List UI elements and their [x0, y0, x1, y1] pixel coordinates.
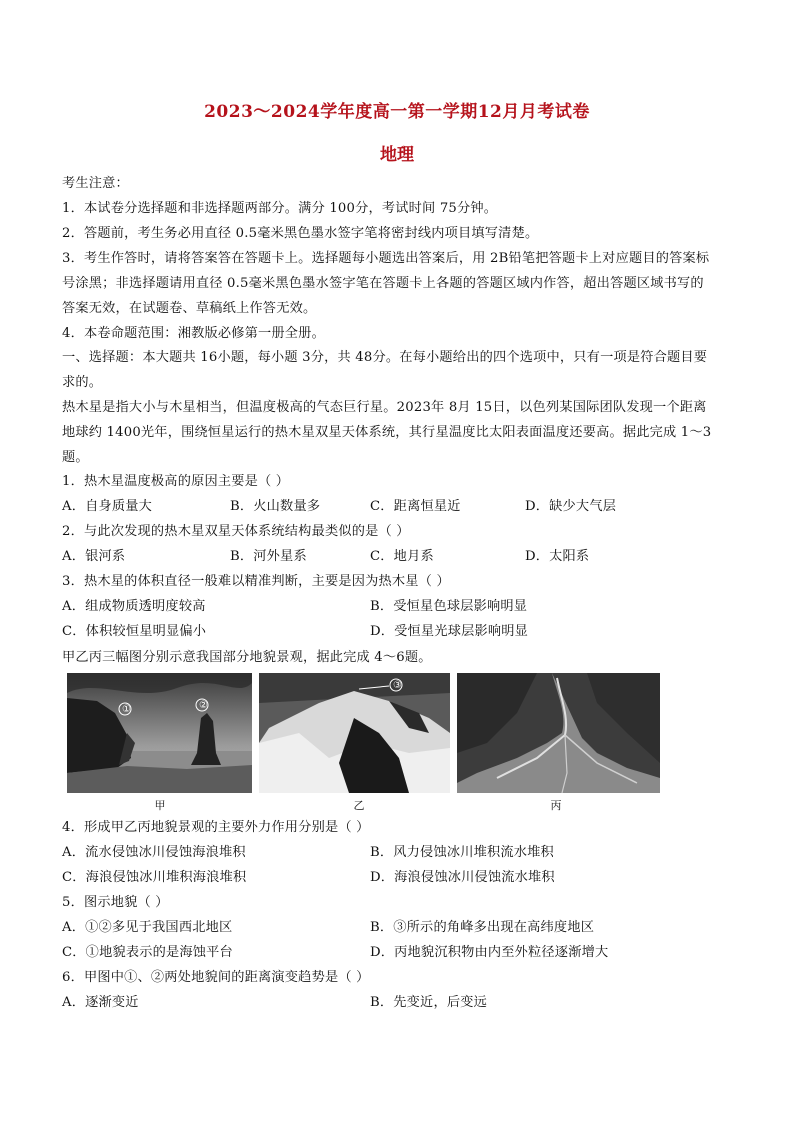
option-b: B．风力侵蚀冰川堆积流水堆积 [370, 845, 554, 860]
question-stem: 3．热木星的体积直径一般难以精准判断，主要是因为热木星（ ） [62, 574, 450, 589]
notice-item: 4．本卷命题范围：湘教版必修第一册全册。 [62, 326, 325, 341]
marker-2: ② [199, 700, 208, 711]
option-a: A．逐渐变近 [62, 995, 139, 1010]
option-a: A．①②多见于我国西北地区 [62, 920, 233, 935]
notice-item: 3．考生作答时，请将答案答在答题卡上。选择题每小题选出答案后，用 2B铅笔把答题卡上对应题目的答案标 [62, 251, 710, 266]
photo-caption-yi: 乙 [353, 799, 365, 812]
option-a: A．银河系 [62, 549, 126, 564]
page-title: 2023～2024学年度高一第一学期12月月考试卷 [204, 102, 590, 122]
passage-text: 题。 [62, 450, 89, 465]
photo-jia-coastal-stacks [67, 673, 252, 793]
question-stem: 6．甲图中①、②两处地貌间的距离演变趋势是（ ） [62, 970, 370, 985]
option-b: B．③所示的角峰多出现在高纬度地区 [370, 920, 595, 935]
notice-item: 1．本试卷分选择题和非选择题两部分。满分 100分，考试时间 75分钟。 [62, 201, 498, 216]
notice-heading: 考生注意： [62, 176, 129, 191]
question-stem: 5．图示地貌（ ） [62, 895, 169, 910]
passage-text: 甲乙丙三幅图分别示意我国部分地貌景观，据此完成 4～6题。 [62, 650, 432, 665]
notice-item: 答案无效，在试题卷、草稿纸上作答无效。 [62, 301, 317, 316]
option-d: D．丙地貌沉积物由内至外粒径逐渐增大 [370, 945, 609, 960]
option-d: D．缺少大气层 [525, 499, 617, 514]
coastal-landform-image [67, 673, 252, 793]
glacial-landform-image [259, 673, 450, 793]
section-heading-cont: 求的。 [62, 375, 103, 390]
option-d: D．海浪侵蚀冰川侵蚀流水堆积 [370, 870, 555, 885]
section-heading: 一、选择题：本大题共 16小题，每小题 3分，共 48分。在每小题给出的四个选项中，只有一项是符合题目要 [62, 350, 708, 365]
subject-title: 地理 [380, 145, 414, 165]
question-stem: 4．形成甲乙丙地貌景观的主要外力作用分别是（ ） [62, 820, 370, 835]
alluvial-landform-image [457, 673, 660, 793]
passage-text: 热木星是指大小与木星相当，但温度极高的气态巨行星。2023年 8月 15日，以色列某国际团队发现一个距离 [62, 400, 707, 415]
photo-yi-glacial-horn [259, 673, 450, 793]
notice-item: 号涂黑；非选择题请用直径 0.5毫米黑色墨水签字笔在答题卡上各题的答题区域内作答，超出答题区域书写的 [62, 276, 704, 291]
question-stem: 2．与此次发现的热木星双星天体系统结构最类似的是（ ） [62, 524, 410, 539]
photo-caption-jia: 甲 [154, 799, 166, 812]
photo-bing-alluvial-fan [457, 673, 660, 793]
notice-item: 2．答题前，考生务必用直径 0.5毫米黑色墨水签字笔将密封线内项目填写清楚。 [62, 226, 539, 241]
option-c: C．距离恒星近 [370, 499, 461, 514]
option-b: B．火山数量多 [230, 499, 321, 514]
option-b: B．河外星系 [230, 549, 307, 564]
option-d: D．受恒星光球层影响明显 [370, 624, 529, 639]
marker-1: ① [122, 704, 131, 715]
option-c: C．海浪侵蚀冰川堆积海浪堆积 [62, 870, 247, 885]
marker-3: ③ [393, 680, 402, 691]
question-stem: 1．热木星温度极高的原因主要是（ ） [62, 474, 290, 489]
option-c: C．①地貌表示的是海蚀平台 [62, 945, 233, 960]
option-c: C．地月系 [370, 549, 434, 564]
option-d: D．太阳系 [525, 549, 590, 564]
option-a: A．组成物质透明度较高 [62, 599, 206, 614]
option-b: B．先变近，后变远 [370, 995, 487, 1010]
option-c: C．体积较恒星明显偏小 [62, 624, 207, 639]
photo-caption-bing: 丙 [550, 799, 562, 812]
option-a: A．自身质量大 [62, 499, 153, 514]
option-b: B．受恒星色球层影响明显 [370, 599, 528, 614]
option-a: A．流水侵蚀冰川侵蚀海浪堆积 [62, 845, 246, 860]
passage-text: 地球约 1400光年，围绕恒星运行的热木星双星天体系统，其行星温度比太阳表面温度还要高。据此完成 1～3 [62, 425, 712, 440]
